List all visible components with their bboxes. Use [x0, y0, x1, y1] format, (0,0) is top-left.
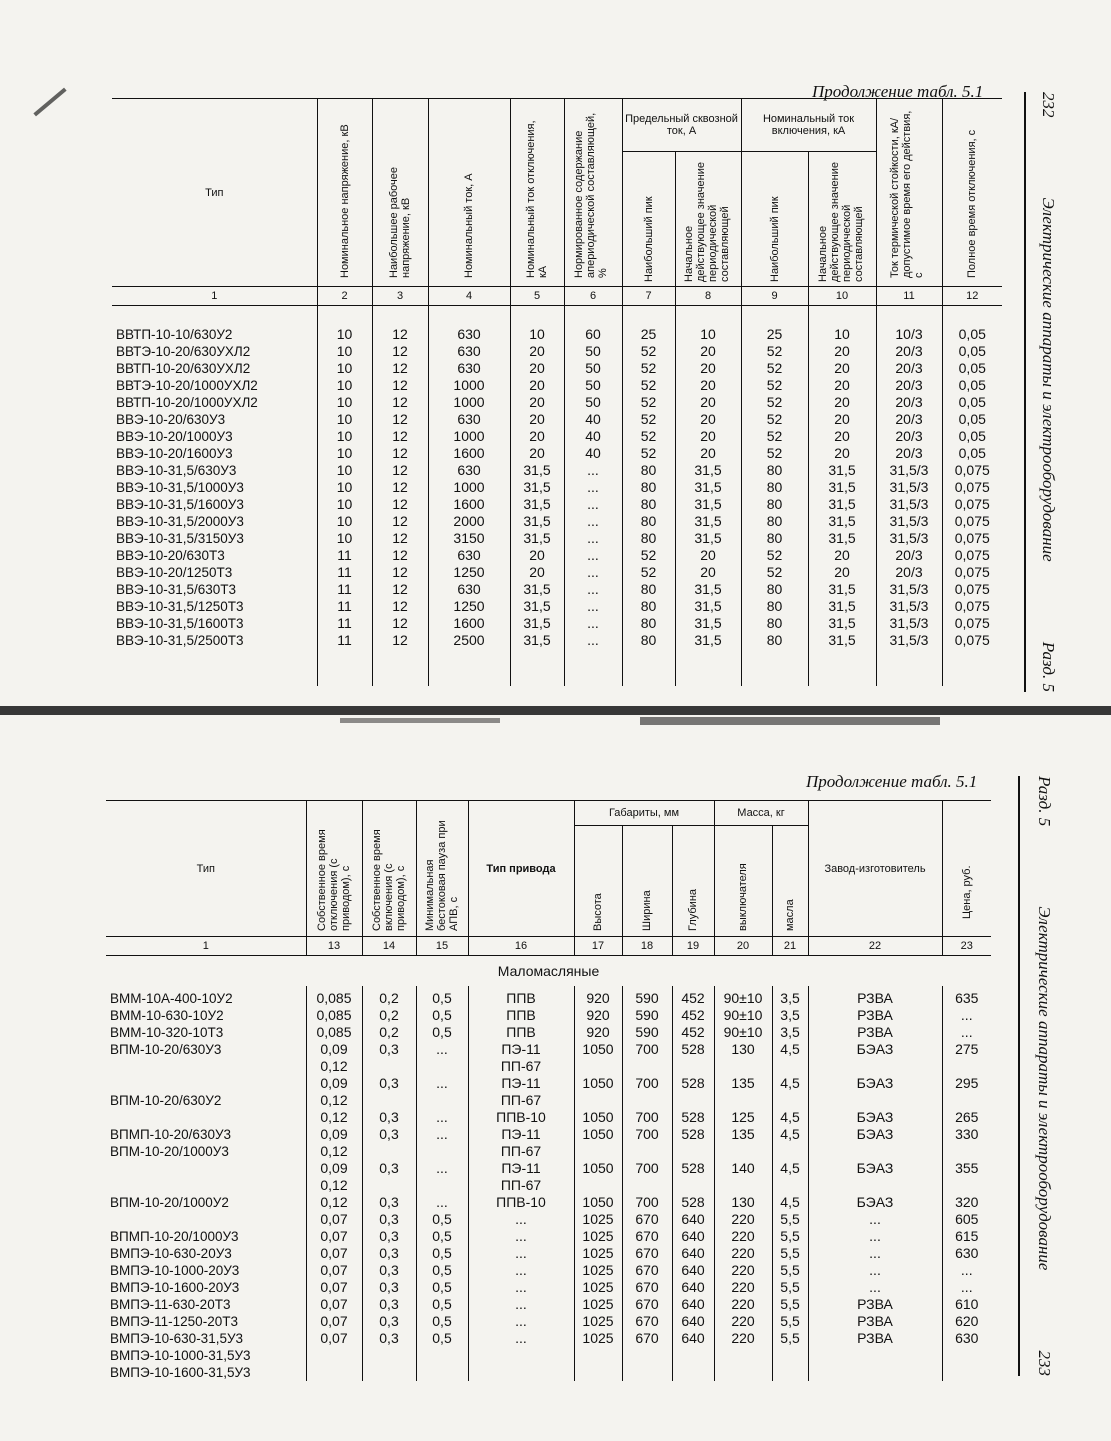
side-title-lower: Электрические аппараты и электрооборудование: [1035, 906, 1054, 1271]
col-type-header: Тип: [196, 862, 215, 875]
group-title: Маломасляные: [106, 956, 991, 987]
colnum: 22: [808, 937, 942, 956]
col16-values: ППВ ППВ ППВ ПЭ-11 ПП-67 ПЭ-11 ПП-67 ППВ-10 ПЭ-11 ПП-67 ПЭ-11 ПП-67 ППВ-10 ... ... ... ... ... ... ... ...: [468, 986, 574, 1381]
colnum: 7: [622, 287, 675, 306]
col10-values: 10 20 20 20 20 20 20 20 31,5 31,5 31,5 31,5 31,5 20 20 31,5 31,5 31,5 31,5: [808, 306, 876, 687]
col3-header: Наибольшее рабочее напряжение, кВ: [388, 166, 412, 278]
colnum: 9: [741, 287, 808, 306]
upper-table: [112, 98, 1002, 686]
colnum: 21: [772, 937, 808, 956]
scan-smudge: [640, 717, 940, 725]
type-column: ВВТП-10-10/630У2 ВВТЭ-10-20/630УХЛ2 ВВТП-10-20/630УХЛ2 ВВТЭ-10-20/1000УХЛ2 ВВТП-10-20/1000УХЛ2 ВВЭ-10-20/630У3 ВВЭ-10-20/1000У3 ВВЭ-10-20/1600У3 ВВЭ-10-31,5/630У3 ВВЭ-10-31,5/1000У3 ВВЭ-10-31,5/1600У3 ВВЭ-10-31,5/2000У3 ВВЭ-10-31,5/3150У3 ВВЭ-10-20/630Т3 ВВЭ-10-20/1250Т3 ВВЭ-10-31,5/630Т3 ВВЭ-10-31,5/1250Т3 ВВЭ-10-31,5/1600Т3 ВВЭ-10-31,5/2500Т3: [112, 306, 317, 687]
colnum: 20: [714, 937, 772, 956]
colnum: 2: [317, 287, 372, 306]
col13-values: 0,085 0,085 0,085 0,09 0,12 0,09 0,12 0,12 0,09 0,12 0,09 0,12 0,12 0,07 0,07 0,07 0,07 0,07 0,07 0,07 0,07: [306, 986, 362, 1381]
col7-values: 25 52 52 52 52 52 52 52 80 80 80 80 80 52 52 80 80 80 80: [622, 306, 675, 687]
colnum: 13: [306, 937, 362, 956]
side-page-number-lower: 233: [1035, 1350, 1054, 1376]
colnum: 5: [510, 287, 564, 306]
colnum: 6: [564, 287, 622, 306]
col14-header: Собственное время включения (с приводом), с: [371, 829, 407, 931]
col8-values: 10 20 20 20 20 20 20 20 31,5 31,5 31,5 31,5 31,5 20 20 31,5 31,5 31,5 31,5: [675, 306, 741, 687]
col11-values: 10/3 20/3 20/3 20/3 20/3 20/3 20/3 20/3 31,5/3 31,5/3 31,5/3 31,5/3 31,5/3 20/3 20/3 31,5/3 31,5/3 31,5/3 31,5/3: [876, 306, 942, 687]
col23-header: Цена, руб.: [960, 864, 973, 919]
col3-values: 12 12 12 12 12 12 12 12 12 12 12 12 12 12 12 12 12 12 12: [372, 306, 428, 687]
col10-header: Начальное действующее значение периодической составляющей: [817, 161, 866, 282]
col17-values: 920 920 920 1050 1050 1050 1050 1050 1050 1025 1025 1025 1025 1025 1025 1025 1025: [574, 986, 622, 1381]
col9-values: 25 52 52 52 52 52 52 52 80 80 80 80 80 52 52 80 80 80 80: [741, 306, 808, 687]
through-current-group: Предельный сквозной ток, А: [625, 113, 738, 137]
type-column: ВММ-10А-400-10У2 ВММ-10-630-10У2 ВММ-10-320-10Т3 ВПМ-10-20/630У3 ВПМ-10-20/630У2 ВПМП-10-20/630У3 ВПМ-10-20/1000У3 ВПМ-10-20/1000У2 ВПМП-10-20/1000У3 ВМПЭ-10-630-20У3 ВМПЭ-10-1000-20У3 ВМПЭ-10-1600-20У3 ВМПЭ-11-630-20Т3 ВМПЭ-11-1250-20Т3 ВМПЭ-10-630-31,5У3 ВМПЭ-10-1000-31,5У3 ВМПЭ-10-1600-31,5У3: [106, 986, 306, 1381]
col2-header: Номинальное напряжение, кВ: [338, 123, 351, 278]
col18-values: 590 590 590 700 700 700 700 700 700 670 670 670 670 670 670 670 670: [622, 986, 672, 1381]
col18-header: Ширина: [641, 890, 653, 931]
col6-header: Нормированное содержание апериодической составляющей, %: [573, 112, 609, 278]
colnum: 10: [808, 287, 876, 306]
colnum: 19: [672, 937, 714, 956]
col20-header: выключателя: [737, 863, 750, 931]
colnum: 18: [622, 937, 672, 956]
col16-header: Тип привода: [486, 862, 556, 875]
col23-values: 635 ... ... 275 295 265 330 355 320 605 615 630 ... ... 610 620 630: [942, 986, 991, 1381]
col8-header: Начальное действующее значение периодической составляющей: [683, 161, 731, 282]
col7-header: Наибольший пик: [642, 195, 655, 282]
col22-header: Завод-изготовитель: [824, 862, 926, 875]
page-fold-shadow: [0, 706, 1111, 715]
col4-header: Номинальный ток, А: [463, 172, 475, 278]
col2-values: 10 10 10 10 10 10 10 10 10 10 10 10 10 11 11 11 11 11 11: [317, 306, 372, 687]
col12-header: Полное время отключения, с: [966, 129, 979, 278]
col12-values: 0,05 0,05 0,05 0,05 0,05 0,05 0,05 0,05 0,075 0,075 0,075 0,075 0,075 0,075 0,075 0,075 0,075 0,075 0,075: [942, 306, 1002, 687]
col6-values: 60 50 50 50 50 40 40 40 ... ... ... ... ... ... ... ... ... ... ...: [564, 306, 622, 687]
switch-current-group: Номинальный ток включения, кА: [762, 113, 855, 137]
continuation-title-upper: Продолжение табл. 5.1: [812, 82, 984, 101]
side-section-lower: Разд. 5: [1035, 776, 1054, 827]
colnum: 1: [112, 287, 317, 306]
page-rule-lower: [1018, 776, 1020, 1376]
col21-header: масла: [784, 899, 797, 931]
side-page-number-upper: 232: [1039, 92, 1058, 118]
dims-group: Габариты, мм: [608, 807, 680, 819]
colnum: 8: [675, 287, 741, 306]
col21-values: 3,5 3,5 3,5 4,5 4,5 4,5 4,5 4,5 4,5 5,5 5,5 5,5 5,5 5,5 5,5 5,5 5,5: [772, 986, 808, 1381]
colnum: 11: [876, 287, 942, 306]
colnum: 12: [942, 287, 1002, 306]
col5-header: Номинальный ток отключения, кА: [525, 119, 549, 278]
lower-table: [106, 800, 991, 1381]
col5-values: 10 20 20 20 20 20 20 20 31,5 31,5 31,5 31,5 31,5 20 20 31,5 31,5 31,5 31,5: [510, 306, 564, 687]
colnum: 15: [416, 937, 468, 956]
side-running-head-upper: [1030, 92, 1058, 692]
col22-values: РЗВА РЗВА РЗВА БЭАЗ БЭАЗ БЭАЗ БЭАЗ БЭАЗ БЭАЗ ... ... ... ... ... РЗВА РЗВА РЗВА: [808, 986, 942, 1381]
col20-values: 90±10 90±10 90±10 130 135 125 135 140 130 220 220 220 220 220 220 220 220: [714, 986, 772, 1381]
colnum: 3: [372, 287, 428, 306]
col11-header: Ток термической стойкости, кА/допустимое время его действия, с: [889, 110, 926, 278]
col4-values: 630 630 630 1000 1000 630 1000 1600 630 1000 1600 2000 3150 630 1250 630 1250 1600 2500: [428, 306, 510, 687]
colnum: 14: [362, 937, 416, 956]
colnum: 1: [106, 937, 306, 956]
mass-group: Масса, кг: [737, 807, 785, 819]
side-running-head-lower: [1026, 776, 1054, 1376]
continuation-title-lower: Продолжение табл. 5.1: [806, 772, 978, 791]
col9-header: Наибольший пик: [768, 195, 781, 282]
colnum: 17: [574, 937, 622, 956]
side-title-upper: Электрические аппараты и электрооборудование: [1039, 197, 1058, 562]
col19-values: 452 452 452 528 528 528 528 528 528 640 640 640 640 640 640 640 640: [672, 986, 714, 1381]
col15-header: Минимальная бестоковая пауза при АПВ, с: [424, 820, 460, 931]
colnum: 23: [942, 937, 991, 956]
scan-smudge: [340, 718, 500, 723]
col15-values: 0,5 0,5 0,5 ... ... ... ... ... ... 0,5 0,5 0,5 0,5 0,5 0,5 0,5 0,5: [416, 986, 468, 1381]
col-type-header: Тип: [205, 186, 224, 199]
col19-header: Глубина: [687, 888, 699, 931]
colnum: 4: [428, 287, 510, 306]
scan-smudge: [33, 88, 66, 117]
page-rule-upper: [1024, 92, 1026, 692]
col17-header: Высота: [592, 893, 604, 931]
col13-header: Собственное время отключения (с приводом), с: [316, 829, 352, 931]
side-section-upper: Разд. 5: [1039, 641, 1058, 692]
col14-values: 0,2 0,2 0,2 0,3 0,3 0,3 0,3 0,3 0,3 0,3 0,3 0,3 0,3 0,3 0,3 0,3 0,3: [362, 986, 416, 1381]
colnum: 16: [468, 937, 574, 956]
